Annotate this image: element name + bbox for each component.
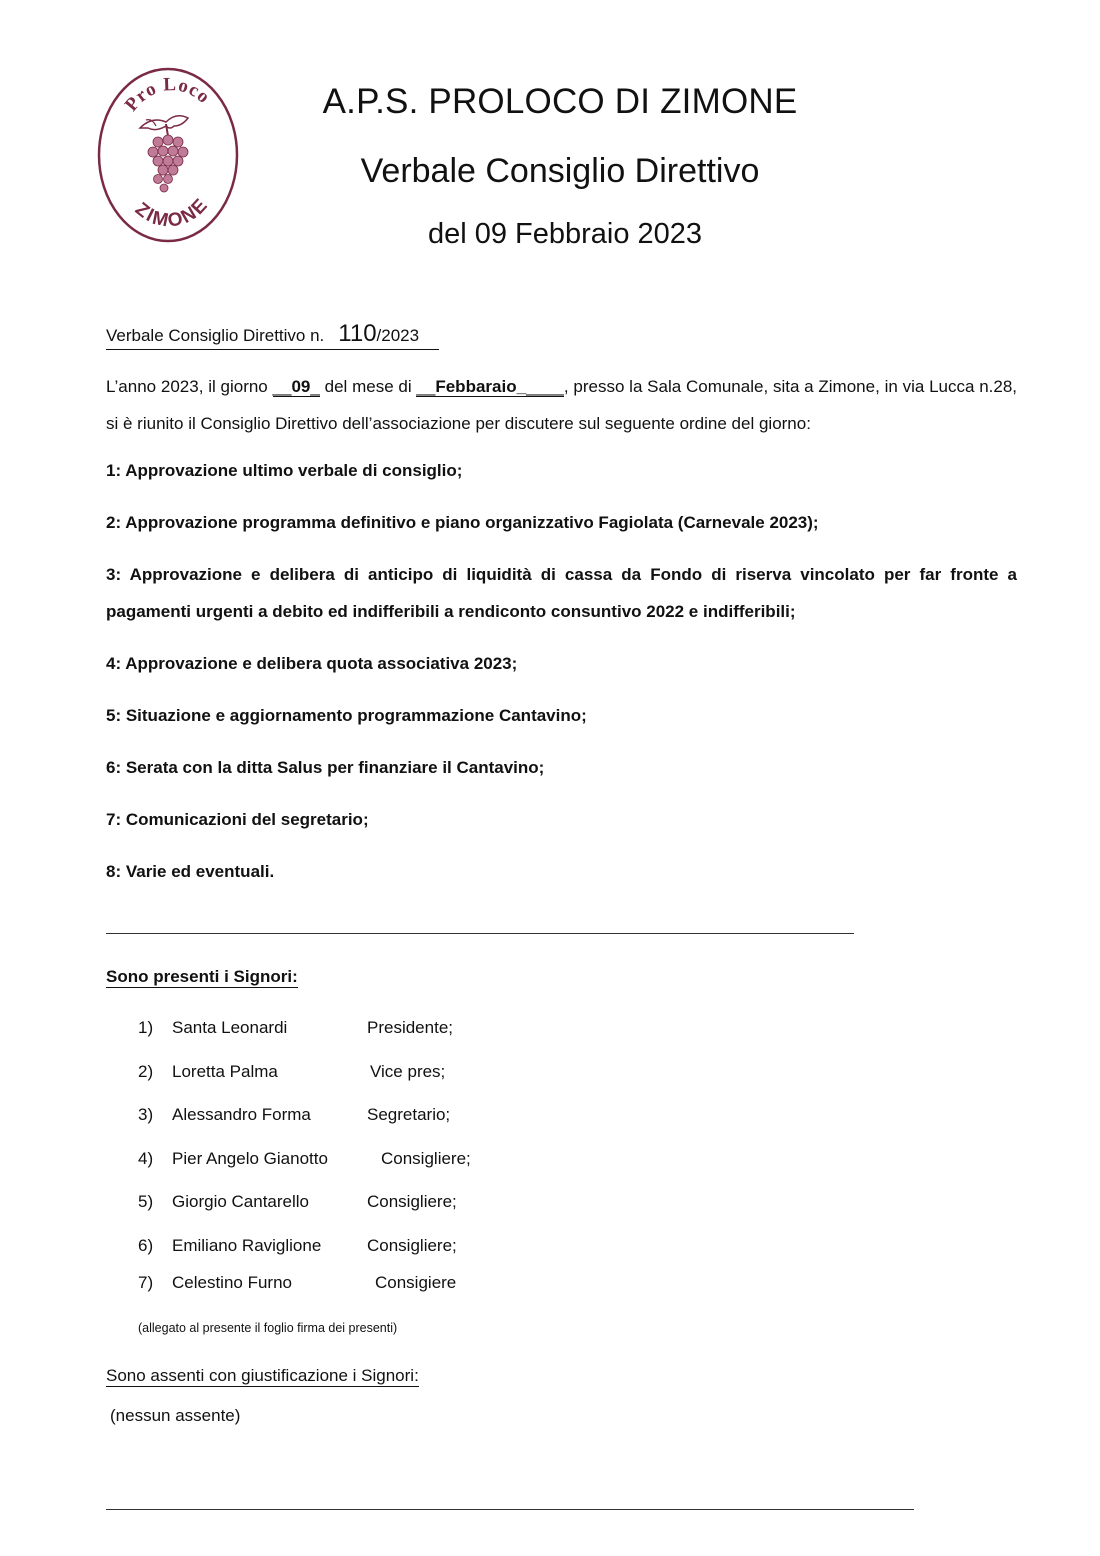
day-blank-prefix: __ [272,377,292,396]
member-role: Consigliere; [381,1149,471,1168]
meeting-month: Febbaraio [435,377,517,396]
agenda-item: 7: Comunicazioni del segretario; [106,810,369,829]
member-role: Consigliere; [367,1192,457,1211]
member-name: Santa Leonardi [172,1018,288,1037]
divider-line [106,1509,914,1510]
member-number: 3) [138,1105,154,1124]
list-item [138,1273,638,1297]
agenda-item: 6: Serata con la ditta Salus per finanziare il Cantavino; [106,758,545,777]
list-item [138,1105,638,1129]
absent-heading: Sono assenti con giustificazione i Signori: [106,1366,419,1385]
proloco-logo [96,66,240,244]
meeting-date: del 09 Febbraio 2023 [427,218,703,250]
agenda-item: 2: Approvazione programma definitivo e piano organizzativo Fagiolata (Carnevale 2023); [106,513,819,532]
agenda-item: 5: Situazione e aggiornamento programmazione Cantavino; [106,706,587,725]
member-role: Consigiere [375,1273,457,1292]
signature-sheet-note: (allegato al presente il foglio firma dei presenti) [138,1321,398,1335]
meeting-day: 09 [291,377,311,396]
member-name: Loretta Palma [172,1062,278,1081]
intro-text-3: , presso la Sala Comunale, sita a Zimone, in via Lucca n.28, si è riunito il Consiglio Direttivo dell’associazione per discutere sul seguente ordine del giorno: [106,377,1018,433]
agenda-item: 3: Approvazione e delibera di anticipo di liquidità di cassa da Fondo di riserva vincolato per far fronte a pagamenti urgenti a debito ed indifferibili a rendiconto consuntivo 2022 e indifferibili; [106,565,1017,621]
member-name: Giorgio Cantarello [172,1192,310,1211]
member-role: Segretario; [367,1105,451,1124]
month-bold-suffix: _ [516,377,527,396]
logo-top-text: Pro Loco [120,74,215,116]
page-title: A.P.S. PROLOCO DI ZIMONE [322,82,798,121]
svg-text:ZIMONE [131,194,213,232]
month-blank-prefix: __ [416,377,436,396]
list-item [138,1062,638,1086]
member-name: Alessandro Forma [172,1105,311,1124]
member-number: 2) [138,1062,154,1081]
minutes-reference [106,320,439,350]
member-number: 6) [138,1236,154,1255]
absent-list: (nessun assente) [110,1406,241,1425]
list-item [138,1149,638,1173]
divider-line [106,933,854,934]
reference-label: Verbale Consiglio Direttivo n. [106,326,325,345]
list-item [138,1236,638,1260]
member-role: Vice pres; [370,1062,446,1081]
day-blank-suffix: _ [310,377,320,396]
month-blank: ____ [526,377,564,396]
intro-text-1: L’anno 2023, il giorno [106,377,273,396]
agenda-item: 4: Approvazione e delibera quota associativa 2023; [106,654,518,673]
intro-paragraph [106,368,1017,442]
grape-cluster-icon [96,66,240,244]
logo-bottom-text: ZIMONE [131,193,213,232]
member-name: Emiliano Raviglione [172,1236,322,1255]
agenda-item: 8: Varie ed eventuali. [106,862,275,881]
member-number: 4) [138,1149,154,1168]
list-item [138,1192,638,1216]
list-item [138,1018,638,1042]
page-subtitle: Verbale Consiglio Direttivo [360,152,760,190]
member-number: 5) [138,1192,154,1211]
member-role: Consigliere; [367,1236,457,1255]
present-heading: Sono presenti i Signori: [106,967,298,986]
reference-year: /2023 [376,326,420,345]
reference-number: 110 [338,320,377,347]
member-number: 1) [138,1018,154,1037]
intro-text-2: del mese di [319,377,417,396]
member-name: Pier Angelo Gianotto [172,1149,328,1168]
member-number: 7) [138,1273,154,1292]
member-role: Presidente; [367,1018,453,1037]
member-name: Celestino Furno [172,1273,293,1292]
agenda-item: 1: Approvazione ultimo verbale di consiglio; [106,461,463,480]
